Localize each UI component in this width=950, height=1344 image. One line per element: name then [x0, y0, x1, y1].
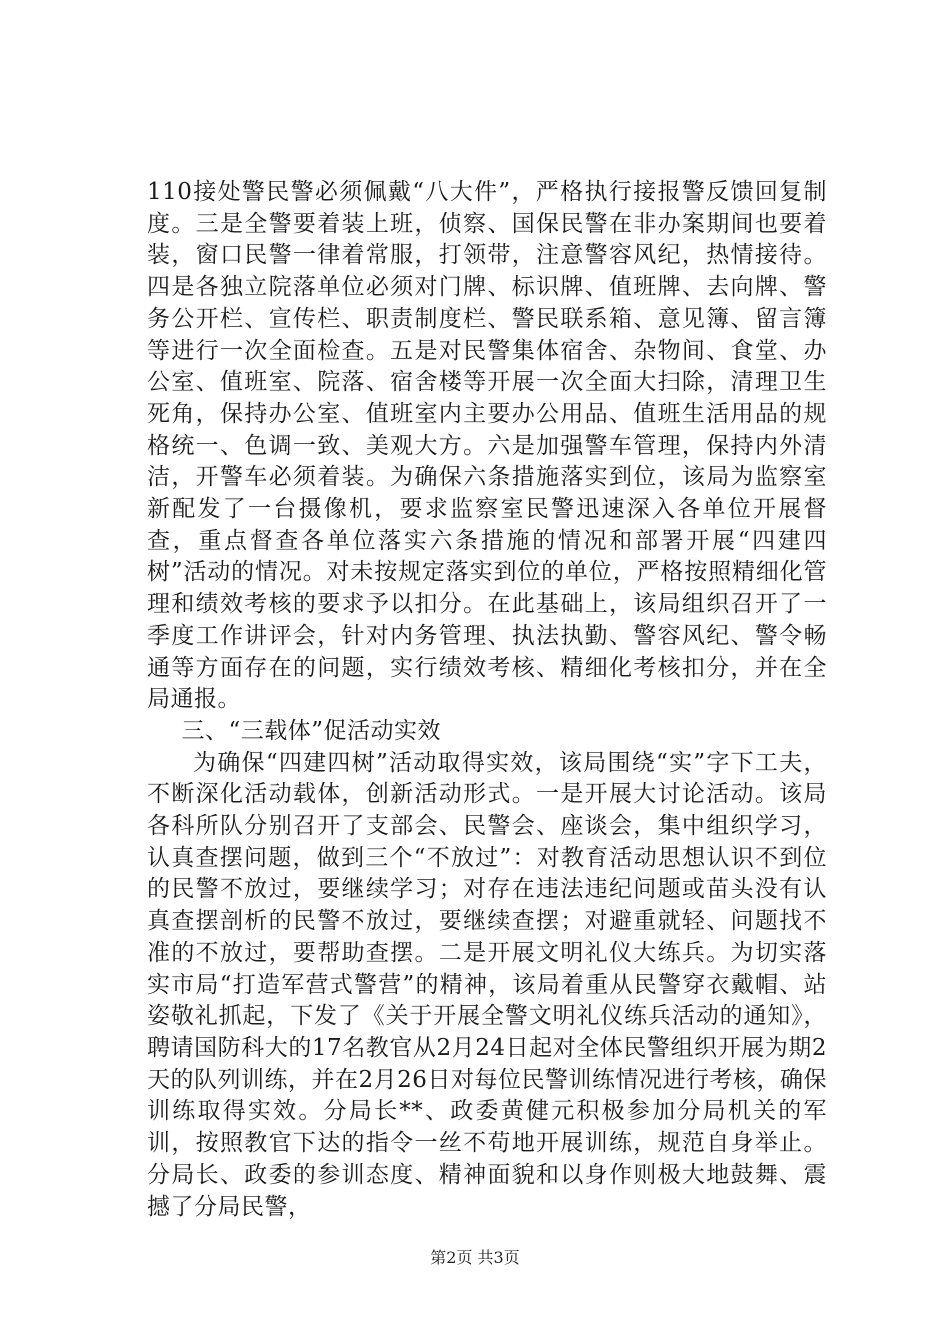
page-footer: 第2页 共3页 — [430, 1248, 520, 1267]
section-heading: 三、“三载体”促活动实效 — [181, 717, 442, 744]
paragraph-1: 110接处警民警必须佩戴“八大件”，严格执行接报警反馈回复制度。三是全警要着装上班，侦察、国保民警在非办案期间也要着装，窗口民警一律着常服，打领带，注意警容风纪，热情接待。四是各独立院落单位必须对门牌、标识牌、值班牌、去向牌、警务公开栏、宣传栏、职责制度栏、警民联系箱、意见簿、留言簿等进行一次全面检查。五是对民警集体宿舍、杂物间、食堂、办公室、值班室、院落、宿舍楼等开展一次全面大扫除，清理卫生死角，保持办公室、值班室内主要办公用品、值班生活用品的规格统一、色调一致、美观大方。六是加强警车管理，保持内外清洁，开警车必须着装。为确保六条措施落实到位，该局为监察室新配发了一台摄像机，要求监察室民警迅速深入各单位开展督查，重点督查各单位落实六条措施的情况和部署开展“四建四树”活动的情况。对未按规定落实到位的单位，严格按照精细化管理和绩效考核的要求予以扣分。在此基础上，该局组织召开了一季度工作讲评会，针对内务管理、执法执勤、警容风纪、警令畅通等方面存在的问题，实行绩效考核、精细化考核扣分，并在全局通报。 — [147, 179, 827, 713]
paragraph-2: 为确保“四建四树”活动取得实效，该局围绕“实”字下工夫，不断深化活动载体，创新活动形式。一是开展大讨论活动。该局各科所队分别召开了支部会、民警会、座谈会，集中组织学习，认真查摆问题，做到三个“不放过”：对教育活动思想认识不到位的民警不放过，要继续学习；对存在违法违纪问题或苗头没有认真查摆剖析的民警不放过，要继续查摆；对避重就轻、问题找不准的不放过，要帮助查摆。二是开展文明礼仪大练兵。为切实落实市局“打造军营式警营”的精神，该局着重从民警穿衣戴帽、站姿敬礼抓起，下发了《关于开展全警文明礼仪练兵活动的通知》，聘请国防科大的17名教官从2月24日起对全体民警组织开展为期2天的队列训练，并在2月26日对每位民警训练情况进行考核，确保训练取得实效。分局长**、政委黄健元积极参加分局机关的军训，按照教官下达的指令一丝不苟地开展训练，规范自身举止。分局长、政委的参训态度、精神面貌和以身作则极大地鼓舞、震撼了分局民警， — [147, 749, 827, 1220]
document-body — [147, 177, 827, 1223]
